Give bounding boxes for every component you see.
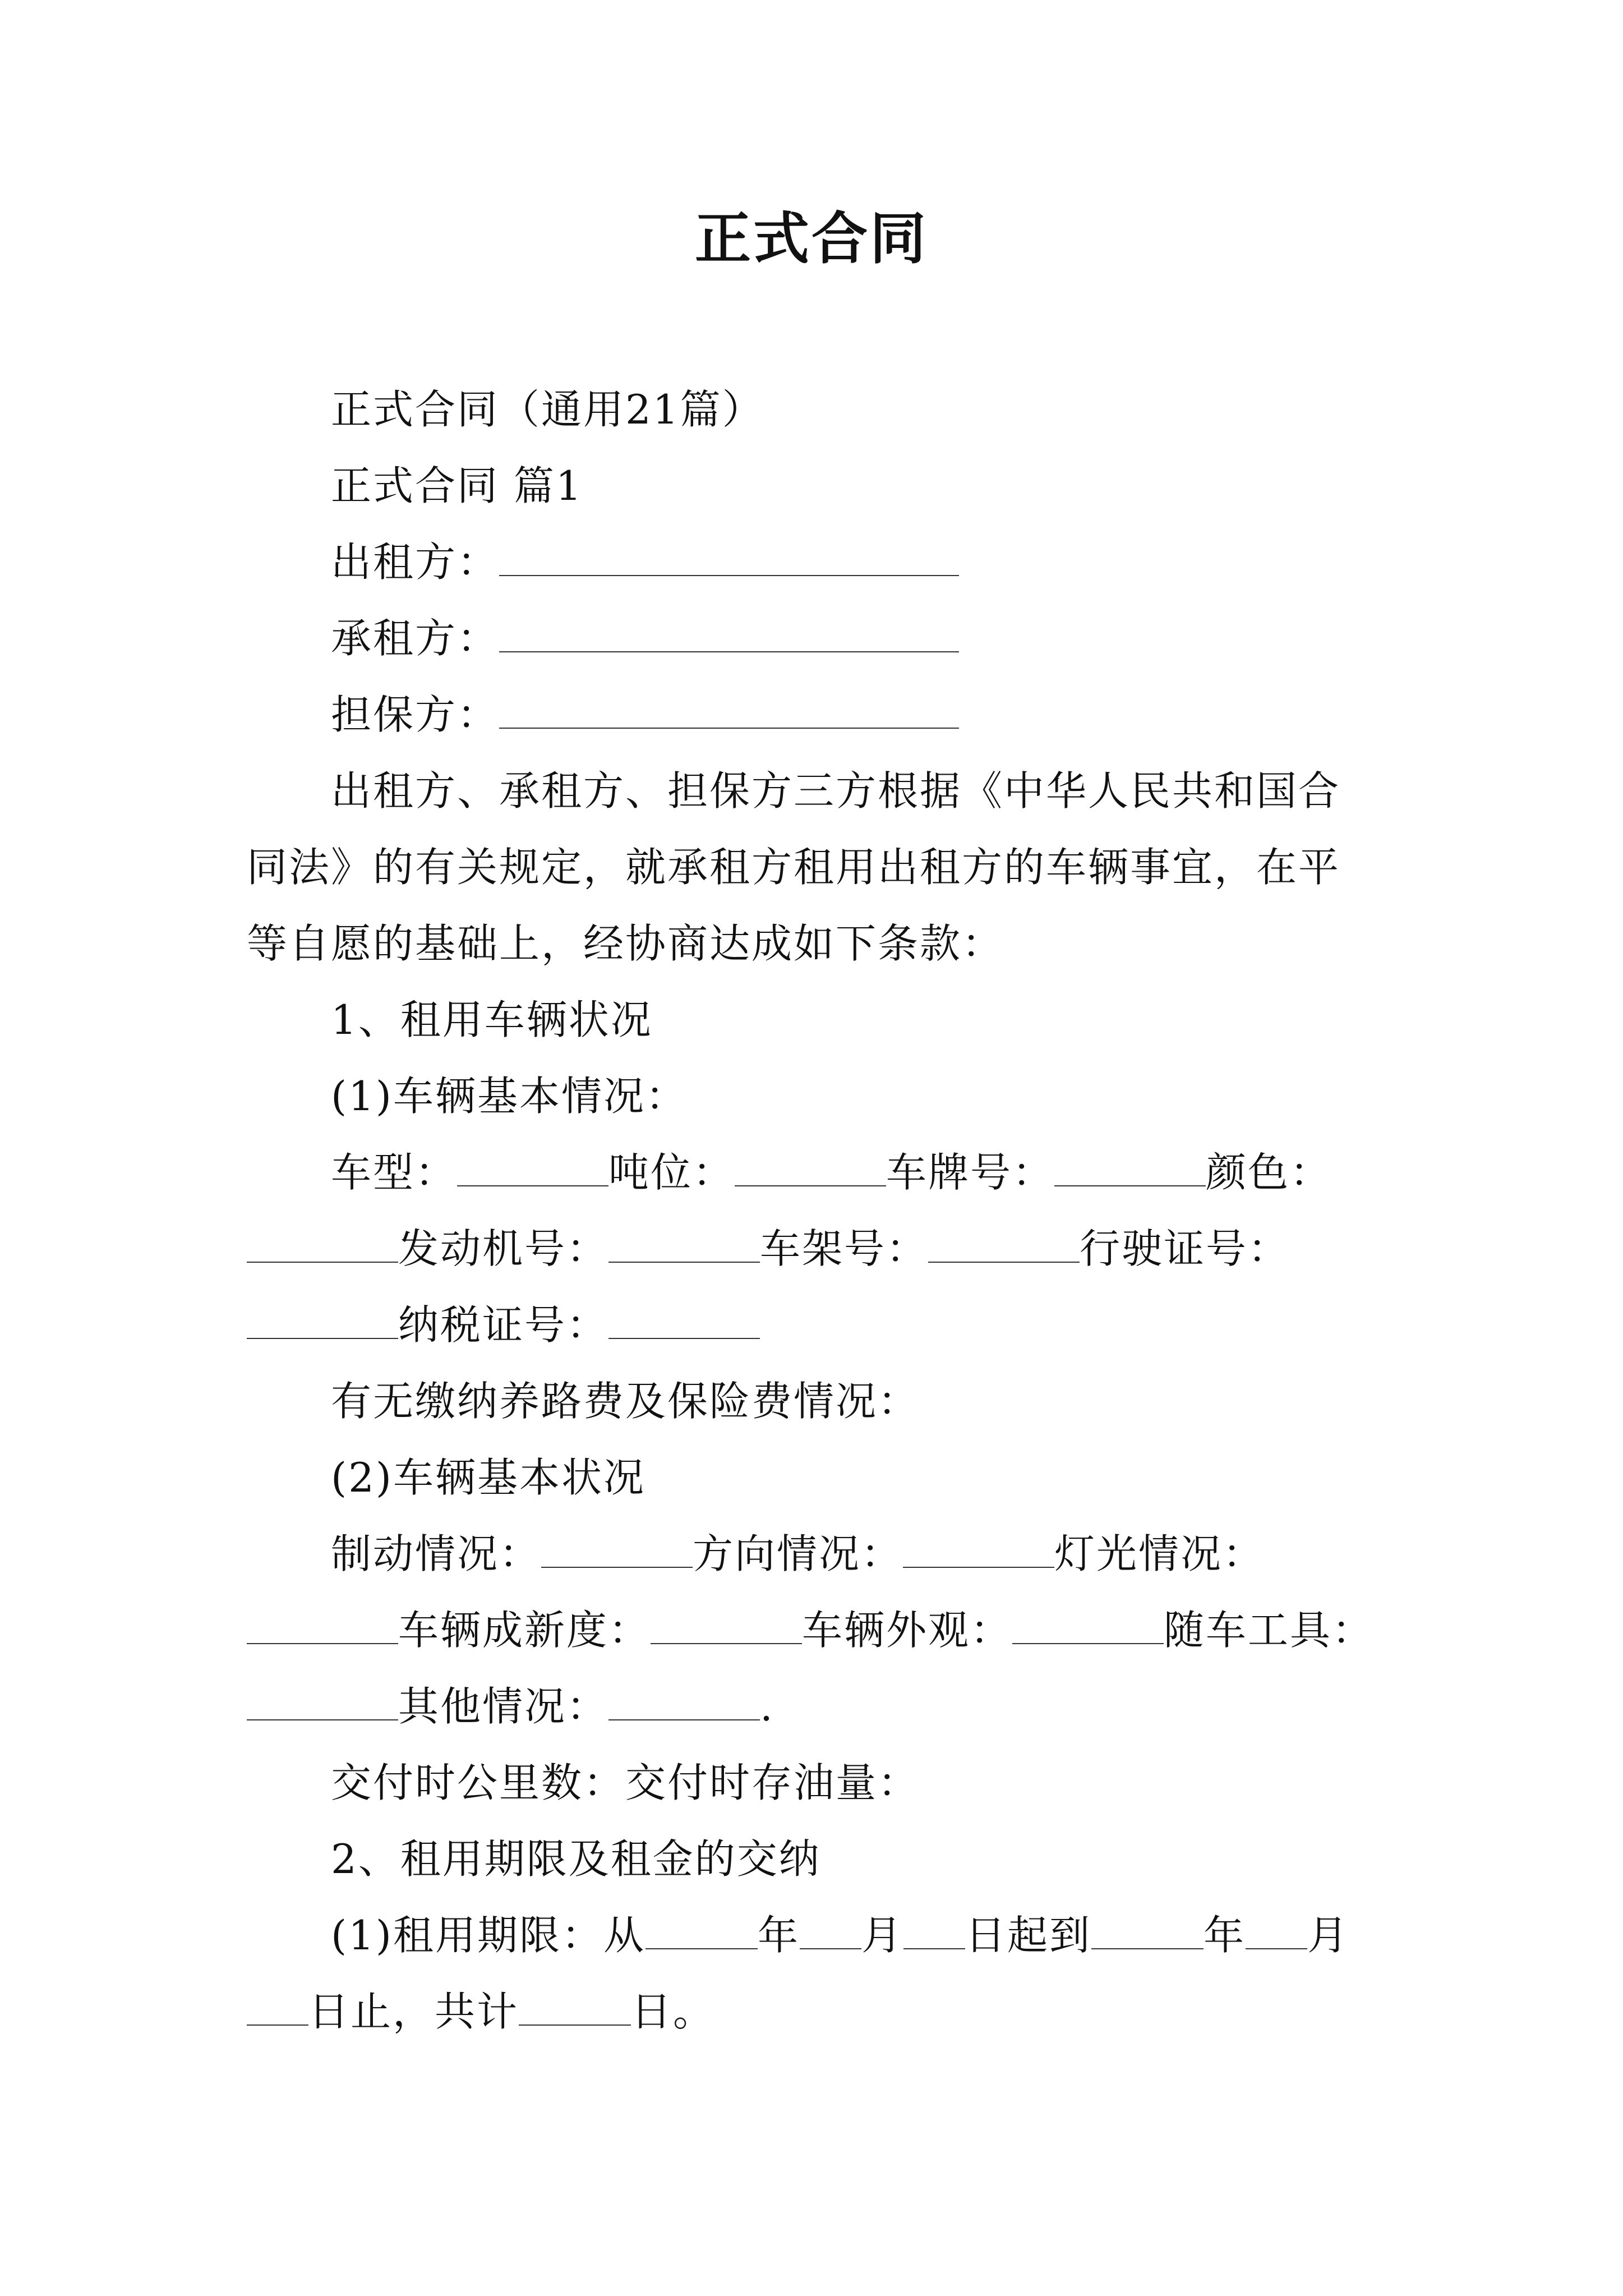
engine-blank (608, 1230, 760, 1263)
start-day-blank (903, 1917, 965, 1949)
lights-label: 灯光情况： (1054, 1530, 1265, 1577)
guarantor-blank (499, 696, 959, 729)
steering-blank (903, 1535, 1054, 1568)
term-label: (1)租用期限：从 (331, 1912, 645, 1959)
license-blank (247, 1306, 398, 1339)
total-days-unit: 日。 (631, 1988, 716, 2035)
end-day-blank (247, 1993, 308, 2026)
color-label: 颜色： (1206, 1149, 1332, 1196)
lessor-label: 出租方： (331, 539, 500, 586)
fees-line: 有无缴纳养路费及保险费情况： (331, 1378, 920, 1425)
end-year-blank (1091, 1917, 1204, 1949)
color-blank (247, 1230, 398, 1263)
rental-term-paragraph (247, 1897, 1380, 2050)
tonnage-label: 吨位： (608, 1149, 735, 1196)
clause1-sub1: (1)车辆基本情况： (331, 1073, 688, 1120)
other-blank (608, 1688, 760, 1720)
intro-paragraph: 出租方、承租方、担保方三方根据《中华人民共和国合同法》的有关规定，就承租方租用出租方的车辆事宜，在平等自愿的基础上，经协商达成如下条款： (247, 767, 1341, 967)
lessor-line (247, 524, 1380, 600)
condition-end: . (760, 1683, 774, 1730)
model-blank (457, 1154, 608, 1186)
newness-blank (651, 1612, 802, 1644)
model-label: 车型： (331, 1149, 458, 1196)
start-year-blank (645, 1917, 758, 1949)
vehicle-info-paragraph (247, 1134, 1380, 1363)
tools-label: 随车工具： (1164, 1607, 1375, 1654)
appearance-blank (1012, 1612, 1164, 1644)
total-days-blank (519, 1993, 631, 2026)
brake-blank (541, 1535, 693, 1568)
lights-blank (247, 1612, 398, 1644)
brake-label: 制动情况： (331, 1530, 542, 1577)
tools-blank (247, 1688, 398, 1720)
section-heading: 正式合同 篇1 (331, 462, 583, 509)
lessee-label: 承租方： (331, 615, 500, 662)
tax-blank (608, 1306, 760, 1339)
start-month-unit: 月 (861, 1912, 904, 1959)
clause1-sub2: (2)车辆基本状况 (331, 1454, 645, 1501)
lessor-blank (499, 544, 959, 576)
end-day-unit: 日止，共计 (308, 1988, 519, 2035)
vehicle-condition-paragraph (247, 1516, 1380, 1745)
frame-label: 车架号： (760, 1225, 929, 1272)
end-month-blank (1246, 1917, 1307, 1949)
lessee-line (247, 600, 1380, 677)
start-month-blank (800, 1917, 861, 1949)
start-year-unit: 年 (758, 1912, 800, 1959)
frame-blank (928, 1230, 1080, 1263)
appearance-label: 车辆外观： (802, 1607, 1013, 1654)
newness-label: 车辆成新度： (398, 1607, 651, 1654)
mileage-line: 交付时公里数：交付时存油量： (331, 1759, 920, 1806)
end-month-unit: 月 (1307, 1912, 1350, 1959)
plate-blank (1054, 1154, 1206, 1186)
guarantor-label: 担保方： (331, 691, 500, 738)
license-label: 行驶证号： (1080, 1225, 1290, 1272)
tax-label: 纳税证号： (398, 1301, 609, 1349)
lessee-blank (499, 620, 959, 652)
tonnage-blank (735, 1154, 886, 1186)
end-year-unit: 年 (1204, 1912, 1246, 1959)
guarantor-line (247, 677, 1380, 753)
plate-label: 车牌号： (886, 1149, 1055, 1196)
subtitle: 正式合同（通用21篇） (331, 386, 764, 433)
document-title: 正式合同 (695, 205, 928, 272)
engine-label: 发动机号： (398, 1225, 609, 1272)
clause1-heading: 1、租用车辆状况 (331, 996, 653, 1043)
start-day-unit: 日起到 (965, 1912, 1092, 1959)
document-body (247, 371, 1380, 2050)
clause2-heading: 2、租用期限及租金的交纳 (331, 1835, 821, 1883)
steering-label: 方向情况： (693, 1530, 903, 1577)
other-label: 其他情况： (398, 1683, 609, 1730)
